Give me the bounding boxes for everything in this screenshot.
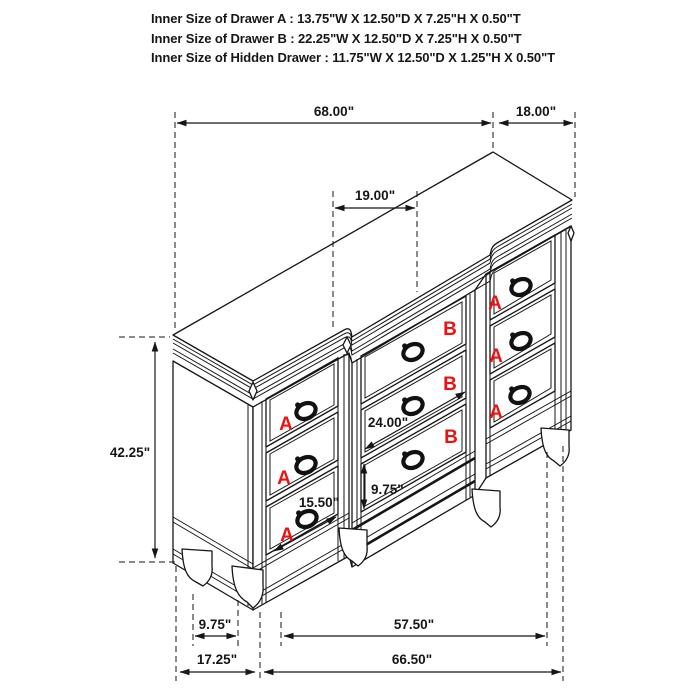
dim-overall-height <box>110 342 155 558</box>
drawer-label: B <box>444 427 458 448</box>
dim-drawer-a-width-label: 15.50" <box>298 495 340 510</box>
dresser-body <box>173 152 574 610</box>
dim-feet-inner-span-label: 57.50" <box>393 617 435 632</box>
foot-front-left <box>232 566 263 608</box>
drawer-label: A <box>280 525 294 546</box>
foot-side-rear <box>182 549 212 586</box>
drawer-label: A <box>279 414 293 435</box>
dim-top-width-label: 68.00" <box>313 104 355 119</box>
dim-overall-height-label: 42.25" <box>109 445 151 460</box>
corner-finial-middle-left <box>343 337 351 353</box>
dim-feet-inner-span <box>284 617 545 636</box>
dim-base-depth-label: 17.25" <box>196 652 238 667</box>
dim-drawer-front-height-label: 9.75" <box>371 482 404 497</box>
foot-front-right <box>541 428 569 466</box>
dim-base-width-label: 66.50" <box>391 652 433 667</box>
dim-top-depth-label: 18.00" <box>515 104 557 119</box>
foot-middle-left <box>339 528 367 566</box>
drawer-label: A <box>489 402 503 423</box>
foot-middle-right <box>472 489 500 527</box>
dim-foot-inset <box>195 617 236 636</box>
drawer-label: A <box>277 468 291 489</box>
dim-foot-inset-label: 9.75" <box>198 617 232 632</box>
dim-drawer-b-width-label: 24.00" <box>367 415 409 430</box>
drawer-label: B <box>443 319 457 340</box>
dim-base-depth <box>180 652 255 672</box>
dim-top-depth <box>499 104 573 123</box>
dim-top-overhang-label: 19.00" <box>354 188 396 203</box>
drawer-label: A <box>489 346 503 367</box>
drawer-label: B <box>443 374 457 395</box>
title-line-drawer-b: Inner Size of Drawer B : 22.25"W X 12.50"D X 7.25"H X 0.50"T <box>151 30 522 46</box>
dim-base-width <box>264 652 561 672</box>
title-line-hidden-drawer: Inner Size of Hidden Drawer : 11.75"W X 12.50"D X 1.25"H X 0.50"T <box>151 50 555 65</box>
drawer-label: A <box>488 293 502 314</box>
title-line-drawer-a: Inner Size of Drawer A : 13.75"W X 12.50"D X 7.25"H X 0.50"T <box>151 11 521 26</box>
dim-top-width <box>177 104 491 123</box>
